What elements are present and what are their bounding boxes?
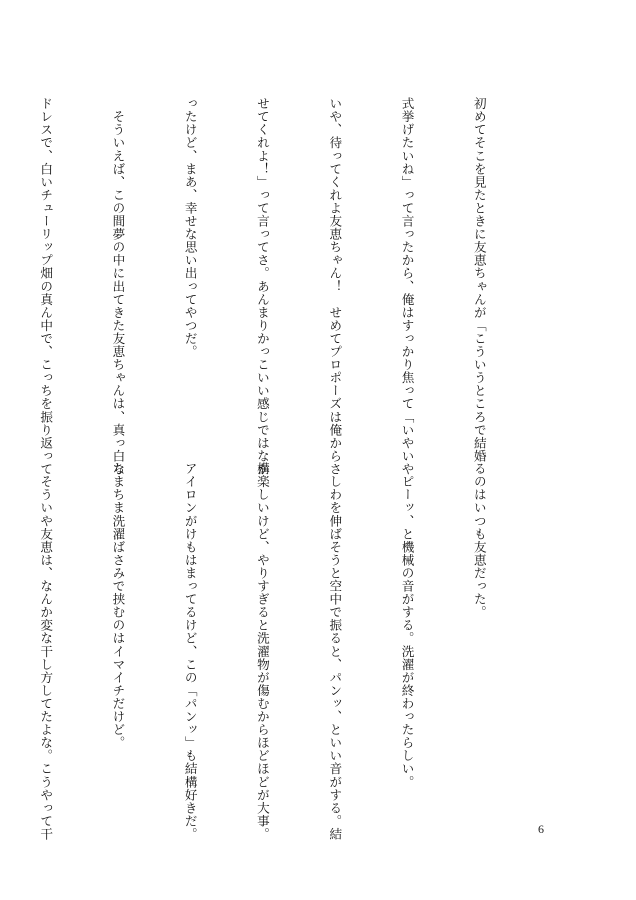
page-number: 6 <box>538 822 544 836</box>
text-line: アイロンがけもはまってるけど、この「パンッ」も結構好きだ。 <box>182 462 198 841</box>
text-line: 初めてそこを見たときに友恵ちゃんが「こういうところで結婚 <box>471 97 487 463</box>
text-line: そういや友恵は、なんか変な干し方してたよな。こうやって干 <box>38 462 54 841</box>
text-line: ドレスで、白いチューリップ畑の真ん中で、こっちを振り返って <box>38 97 54 476</box>
text-line: 構楽しいけど、やりすぎると洗濯物が傷むからほどほどが大事。 <box>254 462 270 841</box>
text-line: そういえば、この間夢の中に出てきた友恵ちゃんは、真っ白な <box>110 97 126 476</box>
text-line: しわを伸ばそうと空中で振ると、パンッ、といい音がする。結 <box>327 462 343 841</box>
text-line: るのはいつも友恵だった。 <box>471 462 487 619</box>
text-line: ピーッ、と機械の音がする。洗濯が終わったらしい。 <box>399 462 415 789</box>
text-line: ちまちま洗濯ばさみで挟むのはイマイチだけど。 <box>110 462 126 750</box>
text-line: せてくれよ！」って言ってさ。あんまりかっこいい感じではなか <box>254 97 270 476</box>
text-line: ったけど、まあ、幸せな思い出ってやつだ。 <box>182 97 198 358</box>
text-block-upper <box>38 97 539 476</box>
text-line: 式挙げたいね」って言ったから、俺はすっかり焦って「いやいや <box>399 97 415 476</box>
text-line: いや、待ってくれよ友恵ちゃん！ せめてプロポーズは俺からさ <box>327 97 343 476</box>
text-block-lower <box>38 462 539 841</box>
